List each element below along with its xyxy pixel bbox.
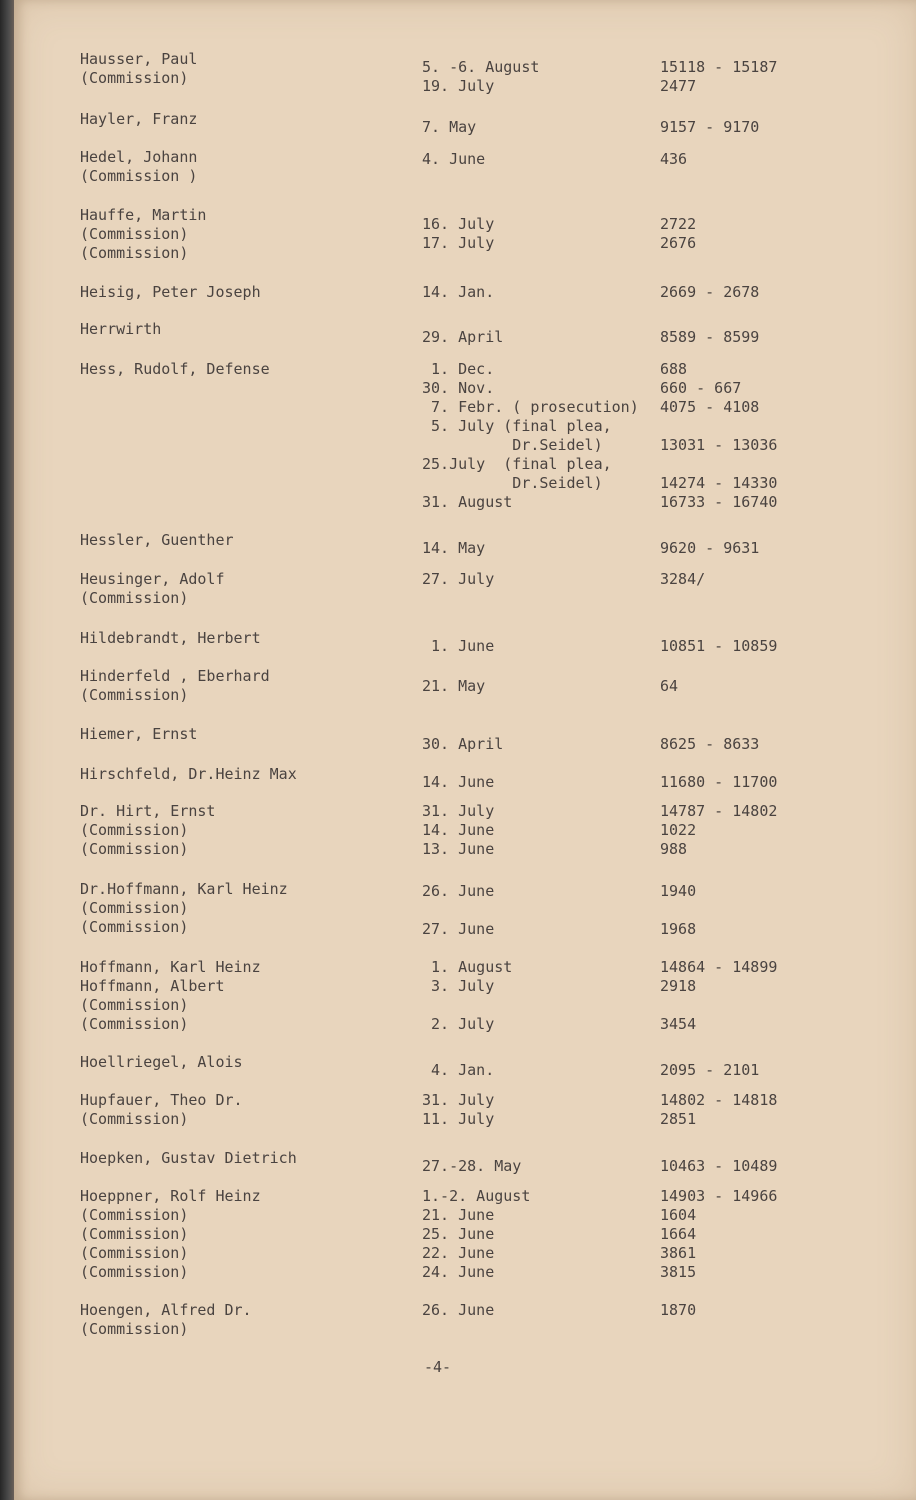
entry-pages [660, 637, 777, 656]
entry-pages-line: 8589 - 8599 [660, 328, 760, 346]
entry-date-line: 30. April [422, 735, 504, 753]
entry-date [422, 1061, 494, 1080]
entry-date-line: 2. July [422, 1015, 495, 1033]
entry-name [80, 1053, 243, 1072]
entry-name [80, 880, 288, 937]
entry-name-line: (Commission) [80, 1320, 189, 1338]
entry-name [80, 320, 161, 339]
entry-date-line: 22. June [422, 1244, 495, 1262]
entry-pages [660, 1187, 777, 1282]
entry-name-line: Hoepken, Gustav Dietrich [80, 1149, 297, 1167]
entry-name-line: (Commission) [80, 840, 189, 858]
entry-pages-line [660, 996, 777, 1015]
entry-date-line: 3. July [422, 977, 495, 995]
entry-pages-line: 1664 [660, 1225, 697, 1243]
entry-pages [660, 1301, 696, 1320]
entry-name-line: Heisig, Peter Joseph [80, 283, 261, 301]
entry-date-line: 21. June [422, 1206, 495, 1224]
entry-name-line: Hupfauer, Theo Dr. [80, 1091, 243, 1109]
entry-date-line: 31. July [422, 802, 495, 820]
entry-pages-line: 11680 - 11700 [660, 773, 778, 791]
entry-date [422, 773, 494, 792]
document-page [14, 0, 916, 1500]
entry-date-line [422, 901, 494, 920]
entry-pages-line: 1022 [660, 821, 697, 839]
entry-pages [660, 58, 777, 96]
entry-pages-line: 10463 - 10489 [660, 1157, 778, 1175]
entry-date-line: 5. -6. August [422, 58, 540, 76]
entry-pages-line: 436 [660, 150, 688, 168]
entry-date [422, 802, 494, 859]
entry-name-line: Dr. Hirt, Ernst [80, 802, 216, 820]
entry-name-line: Hoffmann, Albert [80, 977, 225, 995]
entry-date-line: 17. July [422, 234, 495, 252]
entry-name [80, 50, 197, 88]
entry-name-line: Hildebrandt, Herbert [80, 629, 261, 647]
binding-edge [0, 0, 14, 1500]
entry-date [422, 150, 485, 169]
entry-pages-line: 1604 [660, 1206, 697, 1224]
entry-name [80, 1091, 243, 1129]
entry-name-line: Hessler, Guenther [80, 531, 234, 549]
entry-pages [660, 196, 696, 253]
entry-pages-line [660, 417, 777, 436]
entry-name-line: Hedel, Johann [80, 148, 198, 166]
entry-date [422, 637, 494, 656]
entry-date-line: 29. April [422, 328, 504, 346]
entry-name [80, 1187, 261, 1282]
entry-date [422, 1187, 530, 1282]
entry-name-line: Herrwirth [80, 320, 162, 338]
entry-date [422, 328, 503, 347]
entry-date [422, 283, 494, 302]
entry-name [80, 802, 215, 859]
entry-pages-line: 10851 - 10859 [660, 637, 778, 655]
entry-date [422, 360, 639, 512]
entry-date-line: 16. July [422, 215, 495, 233]
entry-date-line: 14. Jan. [422, 283, 495, 301]
entry-pages-line: 2918 [660, 977, 697, 995]
entry-date [422, 196, 494, 253]
entry-date-line [422, 196, 494, 215]
entry-name-line: (Commission) [80, 589, 189, 607]
entry-name [80, 1301, 252, 1339]
entry-date-line: 31. August [422, 493, 513, 511]
entry-name-line: (Commission) [80, 899, 189, 917]
entry-date-line: 19. July [422, 77, 495, 95]
entry-pages-line [660, 196, 696, 215]
entry-pages [660, 677, 678, 696]
entry-date-line: 25. June [422, 1225, 495, 1243]
entry-name [80, 570, 225, 608]
entry-date-line: 1. Dec. [422, 360, 495, 378]
entry-name [80, 667, 270, 705]
entry-date [422, 118, 476, 137]
entry-pages [660, 539, 759, 558]
entry-date-line: 24. June [422, 1263, 495, 1281]
entry-pages-line: 988 [660, 840, 688, 858]
entry-pages [660, 360, 777, 512]
entry-pages-line: 688 [660, 360, 688, 378]
entry-date [422, 1301, 494, 1320]
entry-name-line: (Commission) [80, 1110, 189, 1128]
entry-date-line: 26. June [422, 882, 495, 900]
entry-name-line: Hoeppner, Rolf Heinz [80, 1187, 261, 1205]
entry-date-line: Dr.Seidel) [422, 474, 603, 492]
entry-name-line: (Commission) [80, 1015, 189, 1033]
entry-date-line: 31. July [422, 1091, 495, 1109]
entry-date [422, 570, 494, 589]
entry-pages-line: 2722 [660, 215, 697, 233]
entry-name-line: (Commission) [80, 996, 189, 1014]
entry-pages-line: 9157 - 9170 [660, 118, 760, 136]
entry-name [80, 531, 234, 550]
entry-pages-line: 2676 [660, 234, 697, 252]
entry-pages-line: 16733 - 16740 [660, 493, 778, 511]
entry-pages-line: 14787 - 14802 [660, 802, 778, 820]
entry-pages [660, 328, 759, 347]
entry-date [422, 958, 512, 1034]
entry-date-line [422, 996, 512, 1015]
entry-name [80, 206, 206, 263]
entry-pages [660, 1061, 759, 1080]
entry-date-line: 21. May [422, 677, 486, 695]
entry-name-line: Hausser, Paul [80, 50, 198, 68]
entry-date-line: 1. June [422, 637, 495, 655]
entry-pages-line [660, 901, 696, 920]
entry-pages [660, 283, 759, 302]
page-number: -4- [424, 1358, 452, 1376]
entry-name-line: Hoellriegel, Alois [80, 1053, 243, 1071]
entry-name-line: Heusinger, Adolf [80, 570, 225, 588]
entry-pages-line: 1968 [660, 920, 697, 938]
entry-name [80, 725, 197, 744]
entry-pages-line: 13031 - 13036 [660, 436, 778, 454]
entry-pages-line: 14864 - 14899 [660, 958, 778, 976]
entry-pages-line: 2477 [660, 77, 697, 95]
entry-pages [660, 958, 777, 1034]
entry-pages [660, 118, 759, 137]
entry-date-line: 1.-2. August [422, 1187, 531, 1205]
entry-pages-line: 2669 - 2678 [660, 283, 760, 301]
entry-date-line: 26. June [422, 1301, 495, 1319]
entry-date-line: 27. June [422, 920, 495, 938]
entry-pages [660, 150, 687, 169]
entry-name [80, 958, 261, 1034]
entry-date [422, 677, 485, 696]
entry-pages [660, 1157, 777, 1176]
entry-date-line: 14. June [422, 821, 495, 839]
entry-pages-line: 3861 [660, 1244, 697, 1262]
entry-name-line: Hinderfeld , Eberhard [80, 667, 270, 685]
entry-date-line: 14. May [422, 539, 486, 557]
entry-name-line: (Commission) [80, 1244, 189, 1262]
entry-name [80, 765, 297, 784]
entry-pages-line: 2095 - 2101 [660, 1061, 760, 1079]
entry-pages-line: 4075 - 4108 [660, 398, 760, 416]
entry-date [422, 58, 539, 96]
entry-name-line: (Commission ) [80, 167, 198, 185]
entry-pages [660, 570, 705, 589]
entry-name-line: (Commission) [80, 1225, 189, 1243]
entry-date-line: 7. May [422, 118, 477, 136]
entry-pages-line [660, 455, 777, 474]
entry-name [80, 1149, 297, 1168]
entry-name [80, 110, 197, 129]
entry-pages-line: 15118 - 15187 [660, 58, 778, 76]
entry-pages-line: 14802 - 14818 [660, 1091, 778, 1109]
entry-date-line: 11. July [422, 1110, 495, 1128]
entry-date-line: 27. July [422, 570, 495, 588]
entry-date [422, 882, 494, 939]
entry-name-line: (Commission) [80, 1263, 189, 1281]
entry-pages [660, 882, 696, 939]
entry-date-line: 25.July (final plea, [422, 455, 612, 473]
entry-date-line: 1. August [422, 958, 513, 976]
entry-date-line: 4. Jan. [422, 1061, 495, 1079]
entry-name-line: (Commission) [80, 918, 189, 936]
entry-date-line: 13. June [422, 840, 495, 858]
entry-name-line: (Commission) [80, 686, 189, 704]
entry-pages [660, 773, 777, 792]
entry-name-line: Hoengen, Alfred Dr. [80, 1301, 252, 1319]
entry-pages [660, 735, 759, 754]
entry-pages [660, 1091, 777, 1129]
entry-name-line: Hauffe, Martin [80, 206, 207, 224]
entry-date-line: Dr.Seidel) [422, 436, 603, 454]
entry-date-line: 5. July (final plea, [422, 417, 612, 435]
entry-pages-line: 3815 [660, 1263, 697, 1281]
entry-pages-line: 14274 - 14330 [660, 474, 778, 492]
entry-pages-line: 660 - 667 [660, 379, 742, 397]
entry-pages-line: 3284/ [660, 570, 706, 588]
entry-name-line: (Commission) [80, 244, 189, 262]
entry-pages-line: 3454 [660, 1015, 697, 1033]
entry-name-line: Hoffmann, Karl Heinz [80, 958, 261, 976]
entry-date [422, 539, 485, 558]
entry-pages-line: 64 [660, 677, 679, 695]
entry-name [80, 360, 270, 379]
entry-name [80, 283, 261, 302]
entry-pages-line: 8625 - 8633 [660, 735, 760, 753]
entry-name [80, 148, 197, 186]
entry-name-line: (Commission) [80, 821, 189, 839]
entry-name-line: Hiemer, Ernst [80, 725, 198, 743]
entry-name-line: Hirschfeld, Dr.Heinz Max [80, 765, 297, 783]
entry-pages-line: 14903 - 14966 [660, 1187, 778, 1205]
entry-date [422, 1157, 521, 1176]
entry-pages-line: 1870 [660, 1301, 697, 1319]
entry-name [80, 629, 261, 648]
entry-name-line: Hayler, Franz [80, 110, 198, 128]
entry-date-line: 14. June [422, 773, 495, 791]
entry-pages-line: 2851 [660, 1110, 697, 1128]
entry-name-line: Dr.Hoffmann, Karl Heinz [80, 880, 288, 898]
entry-date-line: 7. Febr. ( prosecution) [422, 398, 639, 416]
entry-name-line: (Commission) [80, 69, 189, 87]
entry-pages [660, 802, 777, 859]
entry-pages-line: 1940 [660, 882, 697, 900]
entry-date-line: 27.-28. May [422, 1157, 522, 1175]
entry-pages-line: 9620 - 9631 [660, 539, 760, 557]
entry-name-line: (Commission) [80, 1206, 189, 1224]
entry-date [422, 735, 503, 754]
entry-date-line: 30. Nov. [422, 379, 495, 397]
entry-date-line: 4. June [422, 150, 486, 168]
entry-date [422, 1091, 494, 1129]
entry-name-line: Hess, Rudolf, Defense [80, 360, 270, 378]
entry-name-line: (Commission) [80, 225, 189, 243]
